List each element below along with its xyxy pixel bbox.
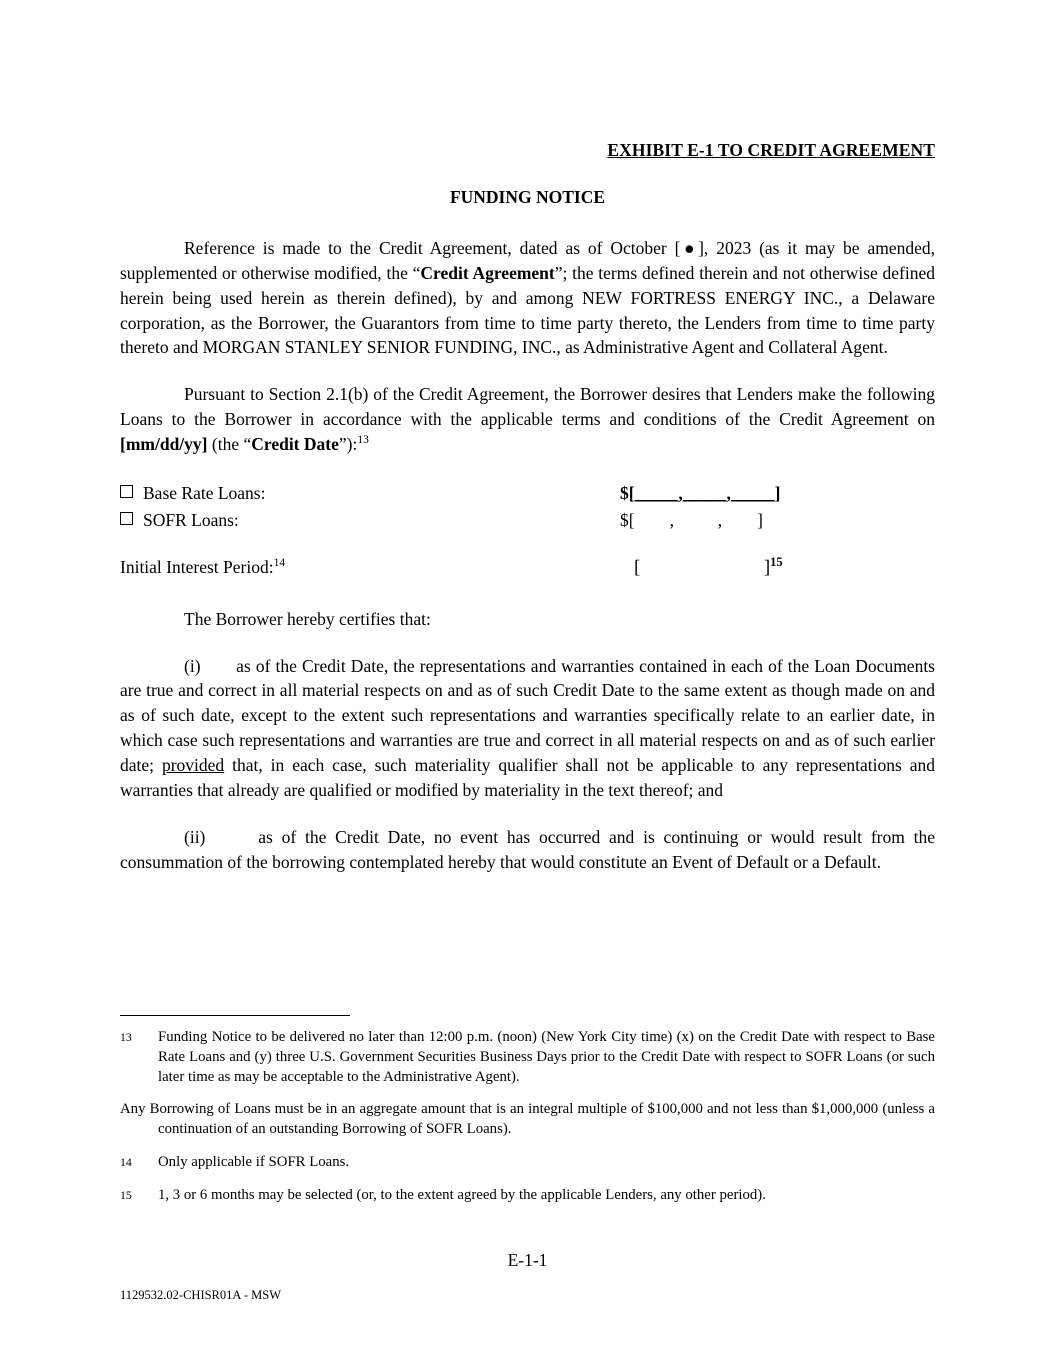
footnote-ref-13: 13 bbox=[357, 434, 369, 447]
initial-interest-period-cell bbox=[120, 537, 620, 585]
amount-suffix: ] bbox=[757, 509, 763, 530]
sofr-loans-label: SOFR Loans: bbox=[143, 509, 239, 530]
footnote-text: Funding Notice to be delivered no later than 12:00 p.m. (noon) (New York City time) (x) on the Credit Date with respect to Base Rate Loans and (y) three U.S. Government Securities Business Days prior to the Credit Date with respect to SOFR Loans (or such later time as may be acceptable to the Administrative Agent). bbox=[158, 1029, 935, 1085]
footnote-15 bbox=[120, 1186, 935, 1206]
table-row bbox=[120, 483, 935, 510]
sofr-loans-cell bbox=[120, 510, 620, 537]
para2-bold-credit-date: Credit Date bbox=[251, 433, 339, 454]
page-number: E-1-1 bbox=[507, 1250, 548, 1270]
footnote-text: 1, 3 or 6 months may be selected (or, to the extent agreed by the applicable Lenders, any other period). bbox=[158, 1186, 766, 1203]
footnote-number: 13 bbox=[120, 1030, 132, 1044]
footnotes-section bbox=[120, 1015, 935, 1219]
table-row bbox=[120, 537, 935, 585]
para1-bold-credit-agreement: Credit Agreement bbox=[420, 262, 555, 283]
table-row bbox=[120, 510, 935, 537]
initial-interest-period-value[interactable] bbox=[620, 537, 935, 585]
sofr-loans-amount[interactable] bbox=[620, 510, 935, 537]
item-i-marker: (i) bbox=[184, 655, 201, 676]
base-rate-loans-cell bbox=[120, 483, 620, 510]
footnote-text: Any Borrowing of Loans must be in an aggregate amount that is an integral multiple of $100,000 and not less than $1,000,000 (unless a continuation of an outstanding Borrowing of SOFR Loans). bbox=[120, 1101, 935, 1138]
footnote-continuation bbox=[120, 1100, 935, 1140]
footnote-number: 14 bbox=[120, 1155, 132, 1170]
exhibit-heading: EXHIBIT E-1 TO CREDIT AGREEMENT bbox=[607, 140, 935, 160]
paragraph-reference bbox=[120, 236, 935, 360]
loan-selection-table bbox=[120, 483, 935, 585]
base-rate-loans-label: Base Rate Loans: bbox=[143, 482, 266, 503]
item-ii-marker: (ii) bbox=[184, 826, 206, 847]
footnote-14 bbox=[120, 1153, 935, 1173]
para2-part3: ”): bbox=[338, 433, 358, 454]
checkbox-base-rate-loans[interactable] bbox=[120, 485, 133, 498]
paragraph-item-ii bbox=[120, 825, 935, 875]
interest-period-blank: [ ] bbox=[634, 556, 771, 578]
para2-part2: (the “ bbox=[207, 433, 252, 454]
paragraph-item-i bbox=[120, 654, 935, 803]
item-i-underline-provided: provided bbox=[161, 754, 225, 775]
checkbox-sofr-loans[interactable] bbox=[120, 512, 133, 525]
footnote-text: Only applicable if SOFR Loans. bbox=[158, 1154, 350, 1171]
document-title: FUNDING NOTICE bbox=[449, 187, 606, 207]
item-i-text-part1: as of the Credit Date, the representations and warranties contained in each of the Loan Documents are true and correct in all material respects on and as of such Credit Date to the same extent as though made on and as of such date, except to the extent such representations and warranties specifically relate to an earlier date, in which case such representations and warranties are true and correct in all material respects on and as of such earlier date; bbox=[120, 655, 935, 775]
footnote-number: 15 bbox=[120, 1187, 132, 1202]
amount-suffix: ] bbox=[774, 482, 781, 503]
initial-interest-period-label: Initial Interest Period: bbox=[120, 556, 274, 577]
para2-bold-date-placeholder: [mm/dd/yy] bbox=[120, 433, 208, 454]
amount-fill: _____,_____,_____ bbox=[634, 482, 775, 503]
document-id-footer: 1129532.02-CHISR01A - MSW bbox=[120, 1288, 282, 1302]
paragraph-certifies: The Borrower hereby certifies that: bbox=[184, 608, 431, 629]
item-i-text-part2: that, in each case, such materiality qualifier shall not be applicable to any representations and warranties that already are qualified or modified by materiality in the text thereof; and bbox=[120, 754, 935, 800]
amount-prefix: $[ bbox=[620, 509, 635, 530]
paragraph-pursuant bbox=[120, 382, 935, 457]
footnote-13 bbox=[120, 1028, 935, 1087]
footnote-ref-15: 15 bbox=[770, 554, 783, 569]
para1-part2: ”; the terms defined therein and not otherwise defined herein being used herein as therein defined), by and among NEW FORTRESS ENERGY INC., a Delaware corporation, as the Borrower, the Guarantors from time to time party thereto, the Lenders from time to time party thereto and MORGAN STANLEY SENIOR FUNDING, INC., as Administrative Agent and Collateral Agent. bbox=[120, 262, 936, 358]
document-body bbox=[120, 140, 935, 874]
item-ii-text: as of the Credit Date, no event has occurred and is continuing or would result from the consummation of the borrowing contemplated hereby that would constitute an Event of Default or a Default. bbox=[120, 826, 936, 872]
amount-fill: , , bbox=[634, 509, 758, 530]
footnote-ref-14: 14 bbox=[273, 556, 286, 569]
amount-prefix: $[ bbox=[620, 482, 635, 503]
para1-part1: Reference is made to the Credit Agreement, dated as of October [●], 2023 (as it may be amended, supplemented or otherwise modified, the “ bbox=[120, 238, 935, 283]
para2-part1: Pursuant to Section 2.1(b) of the Credit Agreement, the Borrower desires that Lenders make the following Loans to the Borrower in accordance with the applicable terms and conditions of the Credit Agreement on bbox=[120, 384, 935, 430]
base-rate-loans-amount[interactable] bbox=[620, 483, 935, 510]
footnote-separator bbox=[120, 1015, 350, 1016]
